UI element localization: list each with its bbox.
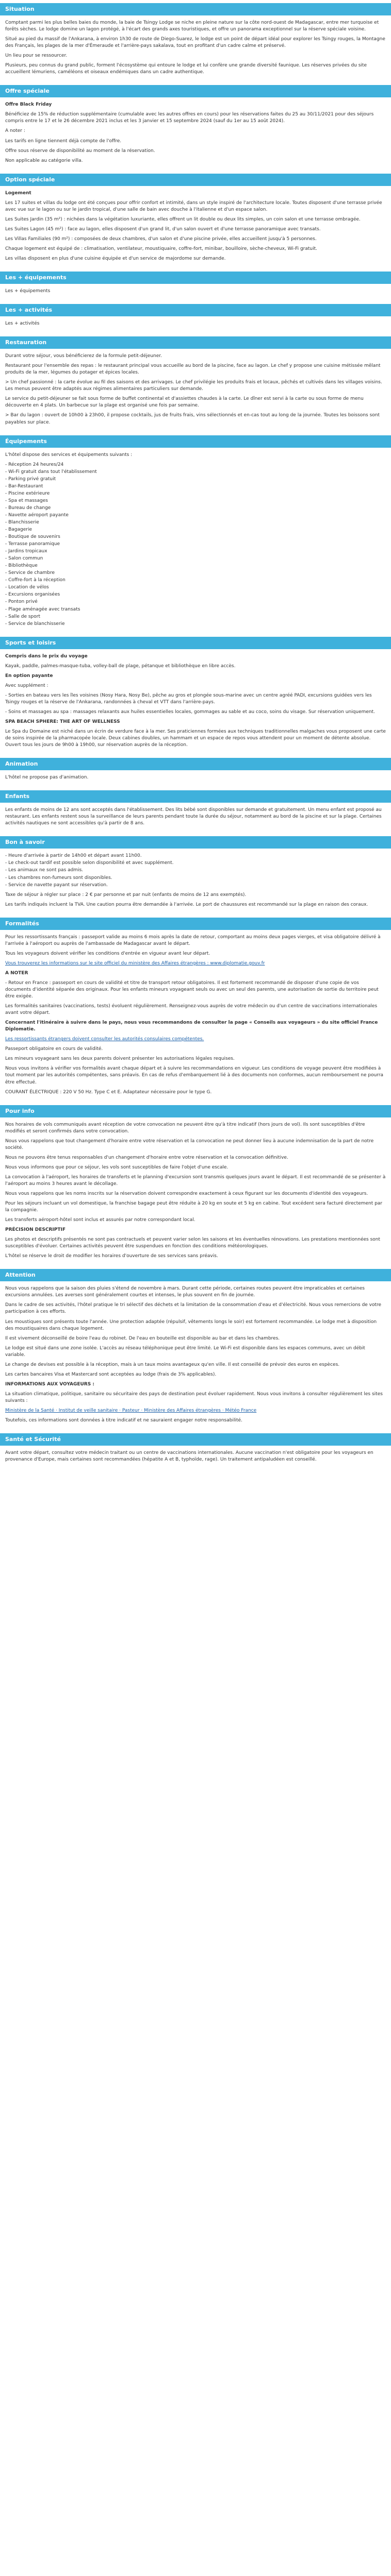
- sports-included-heading: Compris dans le prix du voyage: [5, 653, 88, 659]
- attention-paragraph: Nous vous rappelons que la saison des pluies s'étend de novembre à mars. Durant cette période, certaines routes peuvent être impraticables et certaines excursions annulées. Les averses sont généralement courtes et intenses, le plus souvent en fin de journée.: [5, 1286, 365, 1298]
- precision-heading: PRÉCISION DESCRIPTIF: [5, 1227, 66, 1233]
- sports-paid-item: - Soins et massages au spa : massages relaxants aux huiles essentielles locales, gommages au sable et au coco, soins du visage. Sur réservation uniquement.: [5, 709, 375, 715]
- restauration-paragraph: Restaurant pour l'ensemble des repas : le restaurant principal vous accueille au bord de la piscine, face au lagon. Le chef y propose une cuisine métissée mêlant produits de la mer, légumes du potager et épices locales.: [5, 363, 381, 376]
- spa-heading: SPA BEACH SPHERE: THE ART OF WELLNESS: [5, 719, 120, 724]
- option-paragraph: Chaque logement est équipé de : climatisation, ventilateur, moustiquaire, coffre-fort, minibar, bouilloire, sèche-cheveux, Wi-Fi gratuit.: [5, 246, 318, 251]
- formalites-link[interactable]: Les ressortissants étrangers doivent consulter les autorités consulaires compétentes.: [5, 1037, 204, 1042]
- section-activites: [0, 316, 391, 333]
- section-title-activites: Les + activités: [0, 304, 391, 316]
- section-title-situation: Situation: [0, 3, 391, 15]
- list-item: - Heure d'arrivée à partir de 14h00 et départ avant 11h00.: [5, 853, 142, 859]
- pour-paragraph: Nos horaires de vols communiqués avant réception de votre convocation ne peuvent être qu'à titre indicatif (hors jours de vol). Ils sont susceptibles d'être modifiés et seront confirmés dans votre convocation.: [5, 1122, 365, 1134]
- option-paragraph: Les Suites Jardin (35 m²) : nichées dans la végétation luxuriante, elles offrent un lit double ou deux lits simples, un coin salon et une terrasse ombragée.: [5, 216, 361, 222]
- section-pour-info: [0, 1117, 391, 1266]
- attention-paragraph: Le lodge est situé dans une zone isolée. L'accès au réseau téléphonique peut être limité. Le Wi-Fi est disponible dans les espaces communs, avec un débit variable.: [5, 1345, 365, 1358]
- section-attention: [0, 1281, 391, 1430]
- situation-paragraph: Situé au pied du massif de l'Ankarana, à environ 1h30 de route de Diego-Suarez, le lodge est un point de départ idéal pour explorer les Tsingy rouges, la Montagne des Français, les plages de la mer d'Émeraude et l'arrière-pays sakalava, tout en profitant d'un cadre calme et préservé.: [5, 37, 385, 49]
- formalites-paragraph: Concernant l'itinéraire à suivre dans le pays, nous vous recommandons de consulter la page « Conseils aux voyageurs » du site officiel France Diplomatie.: [5, 1020, 378, 1032]
- option-paragraph: Les Villas Familiales (90 m²) : composées de deux chambres, d'un salon et d'une piscine privée, elles accueillent jusqu'à 5 personnes.: [5, 236, 317, 242]
- list-item: - Salle de sport: [5, 614, 40, 619]
- section-situation: [0, 15, 391, 82]
- list-item: - Blanchisserie: [5, 519, 39, 525]
- section-title-animation: Animation: [0, 758, 391, 770]
- sports-paid-heading: En option payante: [5, 673, 53, 679]
- list-item: - Le check-out tardif est possible selon disponibilité et avec supplément.: [5, 860, 174, 866]
- equipements-intro: L'hôtel dispose des services et équipements suivants :: [5, 452, 133, 457]
- pour-paragraph: La convocation à l'aéroport, les horaires de transferts et le planning d'excursion sont transmis quelques jours avant le départ. Il est recommandé de se présenter à l'aéroport au moins 3 heures avant le décollage.: [5, 1174, 386, 1187]
- offre-paragraph: Les tarifs en ligne tiennent déjà compte de l'offre.: [5, 138, 122, 144]
- bon-list: [5, 853, 386, 888]
- section-title-restauration: Restauration: [0, 336, 391, 349]
- attention-paragraph: Le change de devises est possible à la réception, mais à un taux moins avantageux qu'en ville. Il est conseillé de prévoir des euros en espèces.: [5, 1362, 340, 1367]
- pour-paragraph: Nous vous rappelons que tout changement d'horaire entre votre réservation et la convocation ne peut donner lieu à aucune indemnisation de la part de notre société.: [5, 1138, 374, 1150]
- equipements-list: [5, 462, 386, 628]
- section-title-offre: Offre spéciale: [0, 85, 391, 97]
- list-item: - Parking privé gratuit: [5, 476, 56, 482]
- section-title-pour-info: Pour info: [0, 1105, 391, 1117]
- section-title-equipements-list: Équipements: [0, 435, 391, 448]
- list-item: - Les chambres non-fumeurs sont disponibles.: [5, 875, 112, 880]
- list-item: - Ponton privé: [5, 599, 38, 605]
- attention-paragraph: Les moustiques sont présents toute l'année. Une protection adaptée (répulsif, vêtements longs le soir) est fortement recommandée. Le lodge met à disposition des moustiquaires dans chaque logement.: [5, 1319, 377, 1331]
- situation-paragraph: Un lieu pour se ressourcer.: [5, 53, 68, 59]
- section-title-option: Option spéciale: [0, 174, 391, 186]
- section-title-sports: Sports et loisirs: [0, 637, 391, 649]
- diplomatie-link[interactable]: Vous trouverez les informations sur le site officiel du ministère des Affaires étrangères : www.diplomatie.gouv.fr: [5, 960, 265, 966]
- section-title-equipements: Les + équipements: [0, 272, 391, 284]
- list-item: - Piscine extérieure: [5, 490, 50, 496]
- restauration-intro: Durant votre séjour, vous bénéficierez de la formule petit-déjeuner.: [5, 353, 162, 359]
- enfants-body: Les enfants de moins de 12 ans sont acceptés dans l'établissement. Des lits bébé sont disponibles sur demande et gratuitement. Un menu enfant est proposé au restaurant. Les enfants restent sous la surveillance de leurs parents pendant toute la durée du séjour, notamment au bord de la piscine et sur la plage. Certaines activités nautiques ne sont accessibles qu'à partir de 8 ans.: [5, 807, 382, 826]
- attention-paragraph: Il est vivement déconseillé de boire l'eau du robinet. De l'eau en bouteille est disponible au bar et dans les chambres.: [5, 1335, 280, 1341]
- list-item: - Jardins tropicaux: [5, 549, 47, 554]
- animation-body: L'hôtel ne propose pas d'animation.: [5, 775, 89, 781]
- pour-paragraph: Nous vous informons que pour ce séjour, les vols sont susceptibles de faire l'objet d'une escale.: [5, 1164, 229, 1170]
- section-sante: [0, 1446, 391, 1469]
- formalites-paragraph: Les formalités sanitaires (vaccinations, tests) évoluent régulièrement. Renseignez-vous auprès de votre médecin ou d'un centre de vaccinations internationales avant votre départ.: [5, 1004, 378, 1016]
- attention-paragraph: Dans le cadre de ses activités, l'hôtel pratique le tri sélectif des déchets et la limitation de la consommation d'eau et d'électricité. Nous vous remercions de votre participation à ces efforts.: [5, 1302, 382, 1315]
- pour-paragraph: Nous vous rappelons que les noms inscrits sur la réservation doivent correspondre exactement à ceux figurant sur les documents d'identité des voyageurs.: [5, 1191, 368, 1196]
- list-item: - Service de chambre: [5, 570, 55, 576]
- section-formalites: [0, 930, 391, 1102]
- section-option: [0, 186, 391, 268]
- section-title-sante: Santé et Sécurité: [0, 1433, 391, 1446]
- section-animation: [0, 770, 391, 787]
- section-equipements-list: [0, 448, 391, 634]
- option-paragraph: Les 17 suites et villas du lodge ont été conçues pour offrir confort et intimité, dans un style inspiré de l'architecture locale. Toutes disposent d'une terrasse privée avec vue sur le lagon ou sur le jardin tropical, d'une salle de bain avec douche à l'italienne et d'un espace salon.: [5, 200, 382, 212]
- offre-paragraph: Bénéficiez de 15% de réduction supplémentaire (cumulable avec les autres offres en cours) pour les réservations faites du 25 au 30/11/2021 pour des séjours compris entre le 17 et le 26 décembre 2021 inclus et les 3 janvier et 15 septembre 2024 (sauf du 1er au 15 août 2024).: [5, 112, 374, 124]
- list-item: - Bagagerie: [5, 527, 32, 533]
- info-voyageurs-heading: INFORMATIONS AUX VOYAGEURS :: [5, 1381, 94, 1387]
- list-item: - Terrasse panoramique: [5, 541, 60, 547]
- offre-intro: Offre Black Friday: [5, 102, 52, 108]
- offre-paragraph: A noter :: [5, 128, 25, 134]
- restauration-paragraph: > Bar du lagon : ouvert de 10h00 à 23h00, il propose cocktails, jus de fruits frais, vins sélectionnés et en-cas tout au long de la journée. Toutes les boissons sont payables sur place.: [5, 413, 380, 425]
- info-voyageurs-text: La situation climatique, politique, sanitaire ou sécuritaire des pays de destination peut évoluer rapidement. Nous vous invitons à consulter régulièrement les sites suivants :: [5, 1391, 383, 1403]
- info-voyageurs-links[interactable]: Ministère de la Santé · Institut de veille sanitaire · Pasteur · Ministère des Affaires étrangères · Météo France: [5, 1408, 257, 1413]
- list-item: - Service de navette payant sur réservation.: [5, 882, 108, 888]
- courant-electrique: COURANT ÉLECTRIQUE : 220 V 50 Hz. Type C et E. Adaptateur nécessaire pour le type G.: [5, 1089, 212, 1095]
- list-item: - Réception 24 heures/24: [5, 462, 64, 467]
- sports-paid-intro: Avec supplément :: [5, 683, 48, 688]
- formalites-paragraph: Pour les ressortissants français : passeport valide au moins 6 mois après la date de retour, comportant au moins deux pages vierges, et visa obligatoire délivré à l'arrivée à l'aéroport ou auprès de l'ambassade de Madagascar avant le départ.: [5, 934, 381, 946]
- restauration-paragraph: > Un chef passionné : la carte évolue au fil des saisons et des arrivages. Le chef privilégie les produits frais et locaux, pêchés et cultivés dans les villages voisins. Les menus peuvent être adaptés aux régimes alimentaires particuliers sur demande.: [5, 380, 382, 392]
- list-item: - Bibliothèque: [5, 563, 38, 569]
- list-item: - Spa et massages: [5, 498, 48, 503]
- section-title-bon-a-savoir: Bon à savoir: [0, 836, 391, 849]
- offre-paragraph: Offre sous réserve de disponibilité au moment de la réservation.: [5, 148, 155, 154]
- pour-paragraph: Nous ne pouvons être tenus responsables d'un changement d'horaire entre votre réservation et la convocation définitive.: [5, 1155, 288, 1160]
- section-offre: [0, 97, 391, 170]
- bon-paragraph: Taxe de séjour à régler sur place : 2 € par personne et par nuit (enfants de moins de 12 ans exemptés).: [5, 892, 247, 897]
- formalites-paragraph: Passeport obligatoire en cours de validité.: [5, 1046, 103, 1052]
- pour-paragraph: L'hôtel se réserve le droit de modifier les horaires d'ouverture de ses services sans préavis.: [5, 1253, 218, 1259]
- list-item: - Les animaux ne sont pas admis.: [5, 868, 84, 873]
- list-item: - Wi-Fi gratuit dans tout l'établissement: [5, 469, 97, 474]
- attention-closing: Toutefois, ces informations sont données à titre indicatif et ne sauraient engager notre responsabilité.: [5, 1418, 242, 1423]
- list-item: - Plage aménagée avec transats: [5, 606, 80, 612]
- attention-paragraph: Les cartes bancaires Visa et Mastercard sont acceptées au lodge (frais de 3% applicables).: [5, 1371, 217, 1377]
- list-item: - Location de vélos: [5, 585, 49, 590]
- formalites-paragraph: Les mineurs voyageant sans les deux parents doivent présenter les autorisations légales requises.: [5, 1056, 235, 1062]
- formalites-paragraph: Tous les voyageurs doivent vérifier les conditions d'entrée en vigueur avant leur départ.: [5, 951, 210, 956]
- section-title-attention: Attention: [0, 1269, 391, 1281]
- section-equipements: [0, 284, 391, 301]
- section-restauration: [0, 349, 391, 432]
- pour-paragraph: Pour les séjours incluant un vol domestique, la franchise bagage peut être réduite à 20 kg en soute et 5 kg en cabine. Tout excédent sera facturé directement par la compagnie.: [5, 1201, 383, 1213]
- spa-description: Le Spa du Domaine est niché dans un écrin de verdure face à la mer. Ses praticiennes formées aux techniques traditionnelles malgaches vous proposent une carte de soins inspirée de la pharmacopée locale. Deux cabines doubles, un hammam et un espace de repos vous attendent pour un moment de détente absolue. Ouvert tous les jours de 9h00 à 19h00, sur réservation auprès de la réception.: [5, 729, 386, 748]
- sante-body: Avant votre départ, consultez votre médecin traitant ou un centre de vaccinations internationales. Aucune vaccination n'est obligatoire pour les voyageurs en provenance d'Europe, mais certaines sont recommandées (hépatite A et B, typhoïde, rage). Un traitement antipaludéen est conseillé.: [5, 1450, 373, 1463]
- list-item: - Bureau de change: [5, 505, 51, 511]
- formalites-paragraph: Nous vous invitons à vérifier vos formalités avant chaque départ et à suivre les recommandations en vigueur. Les conditions de voyage peuvent être modifiées à tout moment par les autorités compétentes, sans préavis. En cas de refus d'embarquement lié à des documents non conformes, aucun remboursement ne pourra être effectué.: [5, 1066, 384, 1085]
- option-subhead: Logement: [5, 190, 31, 196]
- list-item: - Coffre-fort à la réception: [5, 578, 66, 583]
- list-item: - Excursions organisées: [5, 592, 60, 598]
- sports-included-text: Kayak, paddle, palmes-masque-tuba, volley-ball de plage, pétanque et bibliothèque en libre accès.: [5, 663, 236, 669]
- situation-paragraph: Plusieurs, peu connus du grand public, forment l'écosystème qui entoure le lodge et lui confère une grande diversité faunique. Les réserves privées du site accueillent lémuriens, caméléons et oiseaux endémiques dans un cadre authentique.: [5, 63, 367, 75]
- equipements-body: Les + équipements: [5, 289, 51, 294]
- option-paragraph: Les Suites Lagon (45 m²) : face au lagon, elles disposent d'un grand lit, d'un salon ouvert et d'une terrasse panoramique avec transats.: [5, 226, 321, 232]
- list-item: - Salon commun: [5, 556, 43, 562]
- option-paragraph: Les villas disposent en plus d'une cuisine équipée et d'un service de majordome sur demande.: [5, 256, 226, 261]
- list-item: - Boutique de souvenirs: [5, 534, 60, 540]
- bon-paragraph: Les tarifs indiqués incluent la TVA. Une caution pourra être demandée à l'arrivée. Le port de chaussures est recommandé sur la plage en raison des coraux.: [5, 902, 368, 907]
- pour-paragraph: Les photos et descriptifs présentés ne sont pas contractuels et peuvent varier selon les saisons et les éventuelles rénovations. Les prestations mentionnées sont susceptibles d'évoluer. Certaines activités peuvent être suspendues en fonction des conditions météorologiques.: [5, 1237, 381, 1249]
- section-sports: [0, 649, 391, 755]
- pour-paragraph: Les transferts aéroport-hôtel sont inclus et assurés par notre correspondant local.: [5, 1217, 196, 1223]
- sports-paid-item: - Sorties en bateau vers les îles voisines (Nosy Hara, Nosy Be), pêche au gros et plongée sous-marine avec un centre agréé PADI, excursions guidées vers les Tsingy rouges et la réserve de l'Ankarana, randonnées à cheval et VTT dans l'arrière-pays.: [5, 692, 372, 705]
- list-item: - Bar-Restaurant: [5, 483, 43, 489]
- section-bon-a-savoir: [0, 849, 391, 914]
- section-title-formalites: Formalités: [0, 918, 391, 930]
- situation-paragraph: Comptant parmi les plus belles baies du monde, la baie de Tsingy Lodge se niche en pleine nature sur la côte nord-ouest de Madagascar, entre mer turquoise et forêts sèches. Le lodge domine un lagon protégé, à l'écart des grands axes touristiques, et offre un panorama exceptionnel sur la réserve spéciale voisine.: [5, 20, 379, 32]
- formalites-paragraph: - Retour en France : passeport en cours de validité et titre de transport retour obligatoires. Il est fortement recommandé de disposer d'une copie de vos documents d'identité séparée des originaux. Pour les enfants mineurs voyageant seuls ou avec un seul des parents, une autorisation de sortie du territoire peut être exigée.: [5, 980, 379, 999]
- formalites-note-heading: A NOTER: [5, 970, 28, 976]
- list-item: - Navette aéroport payante: [5, 512, 69, 518]
- restauration-paragraph: Le service du petit-déjeuner se fait sous forme de buffet continental et d'assiettes chaudes à la carte. Le dîner est servi à la carte ou sous forme de menu découverte en 4 plats. Un barbecue sur la plage est organisé une fois par semaine.: [5, 396, 364, 409]
- section-enfants: [0, 803, 391, 833]
- list-item: - Service de blanchisserie: [5, 621, 65, 626]
- activites-body: Les + activités: [5, 321, 40, 327]
- section-title-enfants: Enfants: [0, 790, 391, 803]
- offre-paragraph: Non applicable au catégorie villa.: [5, 158, 83, 163]
